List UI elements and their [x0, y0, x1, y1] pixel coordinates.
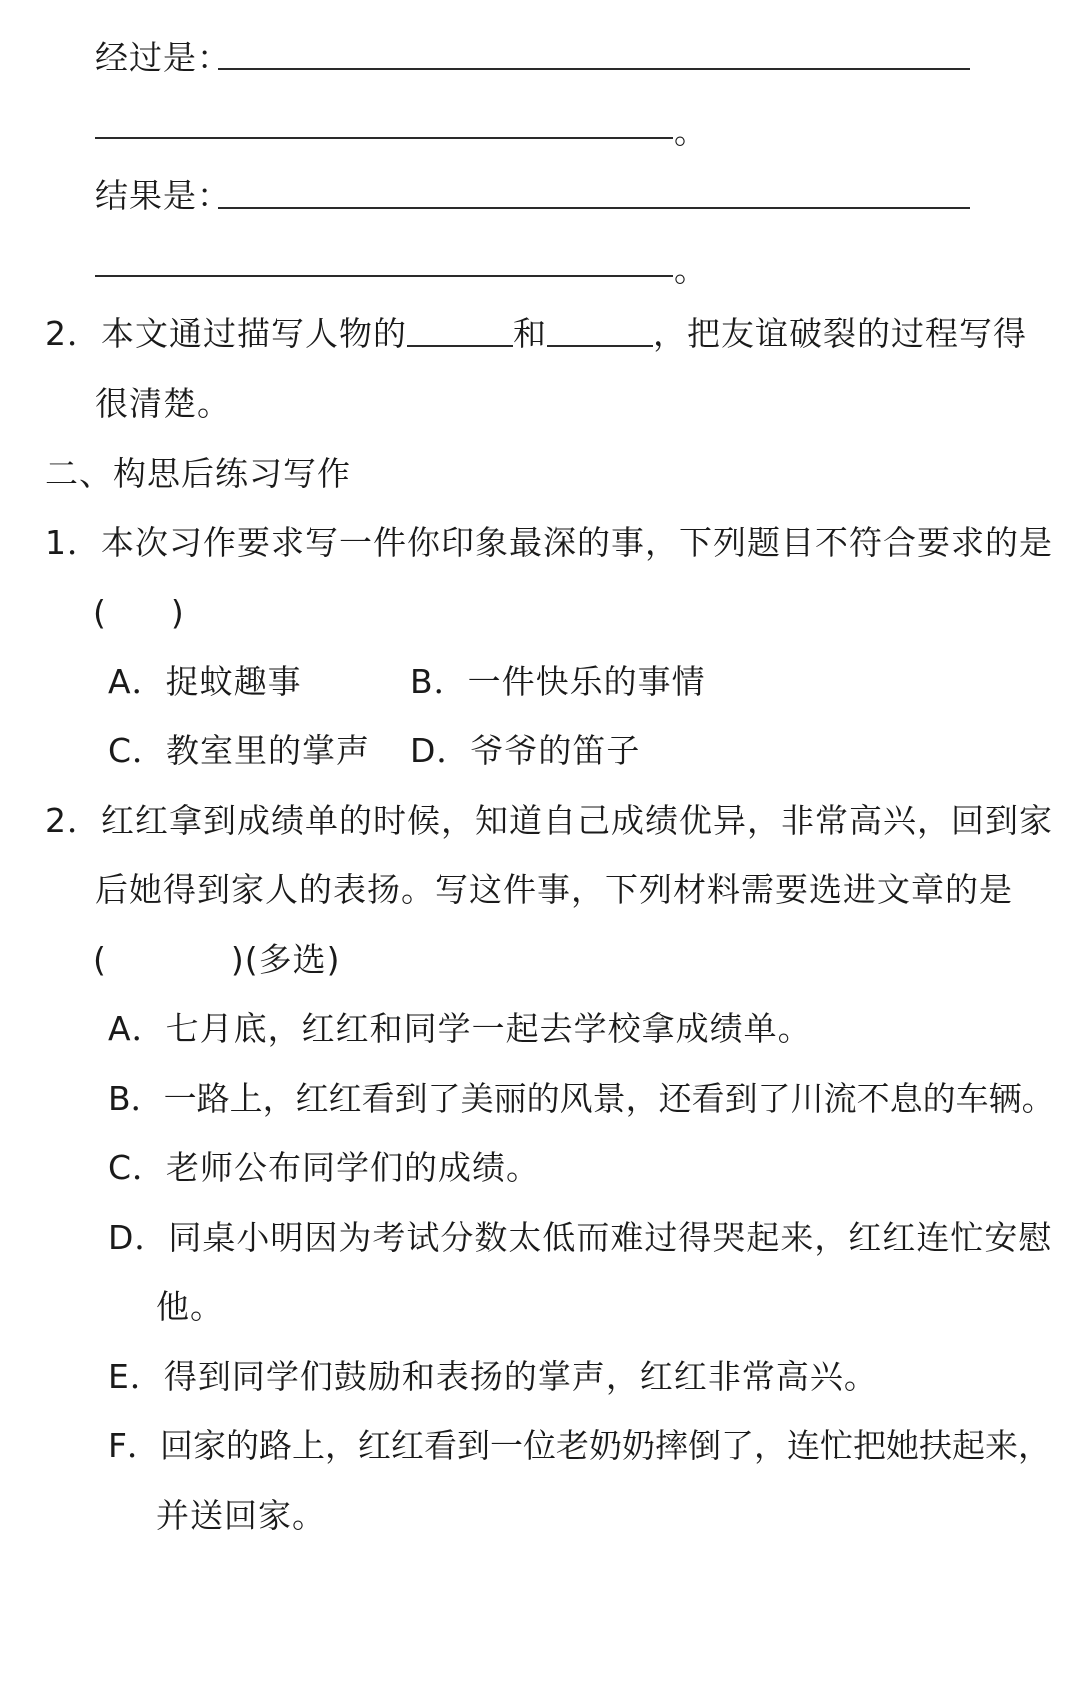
option-a[interactable]: A．捉蚊趣事 — [108, 662, 302, 701]
process-label: 经过是： — [95, 38, 231, 77]
fill-blank-2[interactable] — [547, 315, 653, 347]
result-period: 。 — [674, 250, 708, 289]
material-option-d-continued: 他。 — [156, 1287, 224, 1326]
question-text: 本次习作要求写一件你印象最深的事，下列题目不符合要求的是 — [101, 523, 1053, 562]
question-number: 1． — [45, 523, 101, 562]
part1-question-2 — [45, 312, 1027, 356]
question-text: 红红拿到成绩单的时候，知道自己成绩优异，非常高兴，回到家 — [101, 801, 1053, 840]
material-option-b[interactable]: B．一路上，红红看到了美丽的风景，还看到了川流不息的车辆。 — [108, 1079, 1055, 1118]
question-text: ，把友谊破裂的过程写得 — [653, 314, 1027, 353]
result-answer-line-1[interactable] — [218, 207, 970, 209]
material-option-f[interactable]: F．回家的路上，红红看到一位老奶奶摔倒了，连忙把她扶起来， — [108, 1426, 1051, 1465]
question-text: 本文通过描写人物的 — [101, 314, 407, 353]
option-b[interactable]: B．一件快乐的事情 — [410, 662, 706, 701]
process-period: 。 — [674, 112, 708, 151]
question-number: 2． — [45, 801, 101, 840]
process-answer-line-1[interactable] — [218, 68, 970, 70]
part2-question-2-line2: 后她得到家人的表扬。写这件事，下列材料需要选进文章的是 — [95, 870, 1013, 909]
part2-question-1 — [45, 521, 1053, 565]
question-text: 和 — [513, 314, 547, 353]
material-option-d[interactable]: D．同桌小明因为考试分数太低而难过得哭起来，红红连忙安慰 — [108, 1218, 1053, 1257]
answer-parentheses[interactable]: ( ) — [93, 593, 185, 632]
result-answer-line-2[interactable] — [95, 275, 673, 277]
material-option-e[interactable]: E．得到同学们鼓励和表扬的掌声，红红非常高兴。 — [108, 1357, 878, 1396]
option-c[interactable]: C．教室里的掌声 — [108, 731, 371, 770]
material-option-c[interactable]: C．老师公布同学们的成绩。 — [108, 1148, 541, 1187]
fill-blank-1[interactable] — [407, 315, 513, 347]
result-label: 结果是： — [95, 176, 231, 215]
question-number: 2． — [45, 314, 101, 353]
answer-parentheses-multi[interactable]: ( )(多选) — [93, 940, 341, 979]
option-d[interactable]: D．爷爷的笛子 — [410, 731, 641, 770]
material-option-f-continued: 并送回家。 — [156, 1496, 326, 1535]
part1-question-2-continued: 很清楚。 — [95, 384, 231, 423]
process-answer-line-2[interactable] — [95, 137, 673, 139]
part2-question-2 — [45, 799, 1053, 843]
material-option-a[interactable]: A．七月底，红红和同学一起去学校拿成绩单。 — [108, 1009, 812, 1048]
section-heading: 二、构思后练习写作 — [45, 454, 351, 493]
